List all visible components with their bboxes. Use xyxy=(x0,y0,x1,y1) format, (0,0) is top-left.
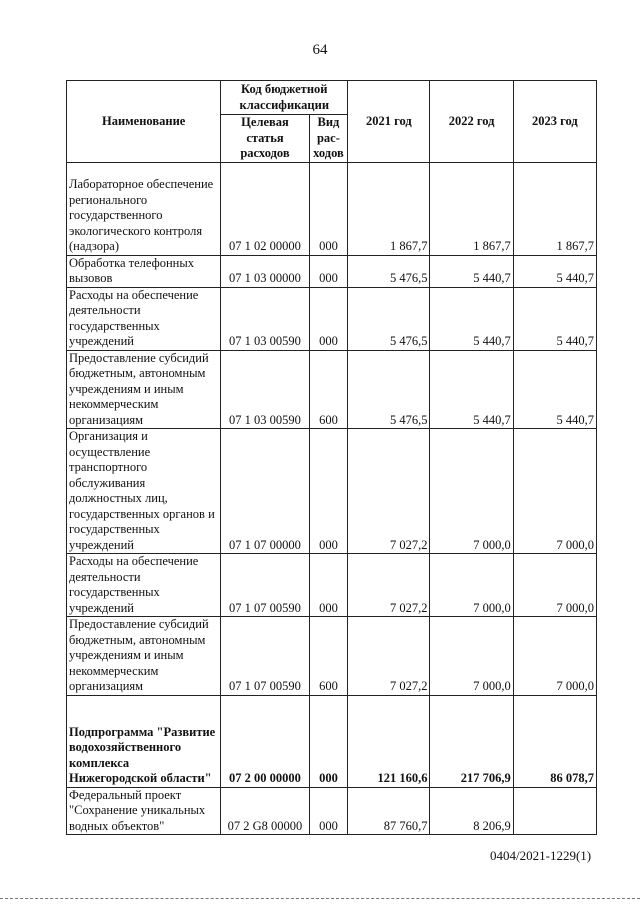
row-value-2023: 5 440,7 xyxy=(513,255,596,287)
row-name: Подпрограмма "Развитие водохозяйственного комплекса Нижегородской области" xyxy=(67,695,221,787)
row-value-2022: 7 000,0 xyxy=(430,617,513,696)
row-expense-type: 600 xyxy=(309,350,348,429)
row-value-2022: 7 000,0 xyxy=(430,429,513,554)
table-row xyxy=(67,162,597,255)
row-value-2023: 5 440,7 xyxy=(513,350,596,429)
row-value-2022: 7 000,0 xyxy=(430,554,513,617)
row-target-article: 07 2 00 00000 xyxy=(221,695,309,787)
table-row xyxy=(67,429,597,554)
row-expense-type: 000 xyxy=(309,429,348,554)
row-expense-type: 000 xyxy=(309,554,348,617)
row-value-2021: 7 027,2 xyxy=(348,617,430,696)
row-value-2022: 8 206,9 xyxy=(430,787,513,835)
scan-edge-divider xyxy=(0,898,640,899)
table-row xyxy=(67,287,597,350)
row-expense-type: 000 xyxy=(309,287,348,350)
row-target-article: 07 1 03 00590 xyxy=(221,350,309,429)
row-value-2023 xyxy=(513,787,596,835)
row-value-2023: 5 440,7 xyxy=(513,287,596,350)
row-value-2023: 7 000,0 xyxy=(513,554,596,617)
table-row xyxy=(67,617,597,696)
row-name: Федеральный проект "Сохранение уникальных водных объектов" xyxy=(67,787,221,835)
row-value-2023: 7 000,0 xyxy=(513,429,596,554)
row-value-2021: 5 476,5 xyxy=(348,255,430,287)
row-target-article: 07 1 07 00590 xyxy=(221,617,309,696)
row-value-2023: 86 078,7 xyxy=(513,695,596,787)
row-name: Расходы на обеспечение деятельности государственных учреждений xyxy=(67,554,221,617)
row-value-2022: 1 867,7 xyxy=(430,162,513,255)
row-value-2022: 5 440,7 xyxy=(430,350,513,429)
row-target-article: 07 1 07 00000 xyxy=(221,429,309,554)
row-expense-type: 000 xyxy=(309,695,348,787)
table-header xyxy=(67,81,597,163)
row-value-2022: 5 440,7 xyxy=(430,255,513,287)
header-2021: 2021 год xyxy=(348,81,430,163)
row-target-article: 07 1 07 00590 xyxy=(221,554,309,617)
row-name: Лабораторное обеспечение регионального государственного экологического контроля (надзора) xyxy=(67,162,221,255)
header-2022: 2022 год xyxy=(430,81,513,163)
row-value-2021: 7 027,2 xyxy=(348,429,430,554)
row-target-article: 07 1 03 00000 xyxy=(221,255,309,287)
table-row xyxy=(67,787,597,835)
header-name: Наименование xyxy=(67,81,221,163)
table-row xyxy=(67,554,597,617)
row-target-article: 07 1 02 00000 xyxy=(221,162,309,255)
row-name: Обработка телефонных вызовов xyxy=(67,255,221,287)
header-target-article: Целевая статья расходов xyxy=(221,115,309,163)
row-value-2023: 7 000,0 xyxy=(513,617,596,696)
document-code: 0404/2021-1229(1) xyxy=(490,848,592,863)
row-value-2022: 5 440,7 xyxy=(430,287,513,350)
row-name: Расходы на обеспечение деятельности государственных учреждений xyxy=(67,287,221,350)
row-expense-type: 600 xyxy=(309,617,348,696)
row-value-2021: 5 476,5 xyxy=(348,287,430,350)
row-value-2021: 121 160,6 xyxy=(348,695,430,787)
row-expense-type: 000 xyxy=(309,162,348,255)
row-value-2021: 1 867,7 xyxy=(348,162,430,255)
row-value-2021: 5 476,5 xyxy=(348,350,430,429)
header-expense-type: Вид рас-ходов xyxy=(309,115,348,163)
row-name: Организация и осуществление транспортного обслуживания должностных лиц, государственных органов и государственных учреждений xyxy=(67,429,221,554)
table-body xyxy=(67,162,597,835)
row-name: Предоставление субсидий бюджетным, автономным учреждениям и иным некоммерческим организациям xyxy=(67,617,221,696)
header-2023: 2023 год xyxy=(513,81,596,163)
row-value-2021: 7 027,2 xyxy=(348,554,430,617)
budget-table xyxy=(66,80,597,835)
row-expense-type: 000 xyxy=(309,787,348,835)
row-value-2023: 1 867,7 xyxy=(513,162,596,255)
table-row xyxy=(67,255,597,287)
row-value-2022: 217 706,9 xyxy=(430,695,513,787)
row-expense-type: 000 xyxy=(309,255,348,287)
header-code-group: Код бюджетной классификации xyxy=(221,81,348,115)
row-name: Предоставление субсидий бюджетным, автономным учреждениям и иным некоммерческим организациям xyxy=(67,350,221,429)
page-number: 64 xyxy=(312,42,328,58)
table-row xyxy=(67,350,597,429)
table-row xyxy=(67,695,597,787)
row-value-2021: 87 760,7 xyxy=(348,787,430,835)
row-target-article: 07 2 G8 00000 xyxy=(221,787,309,835)
row-target-article: 07 1 03 00590 xyxy=(221,287,309,350)
